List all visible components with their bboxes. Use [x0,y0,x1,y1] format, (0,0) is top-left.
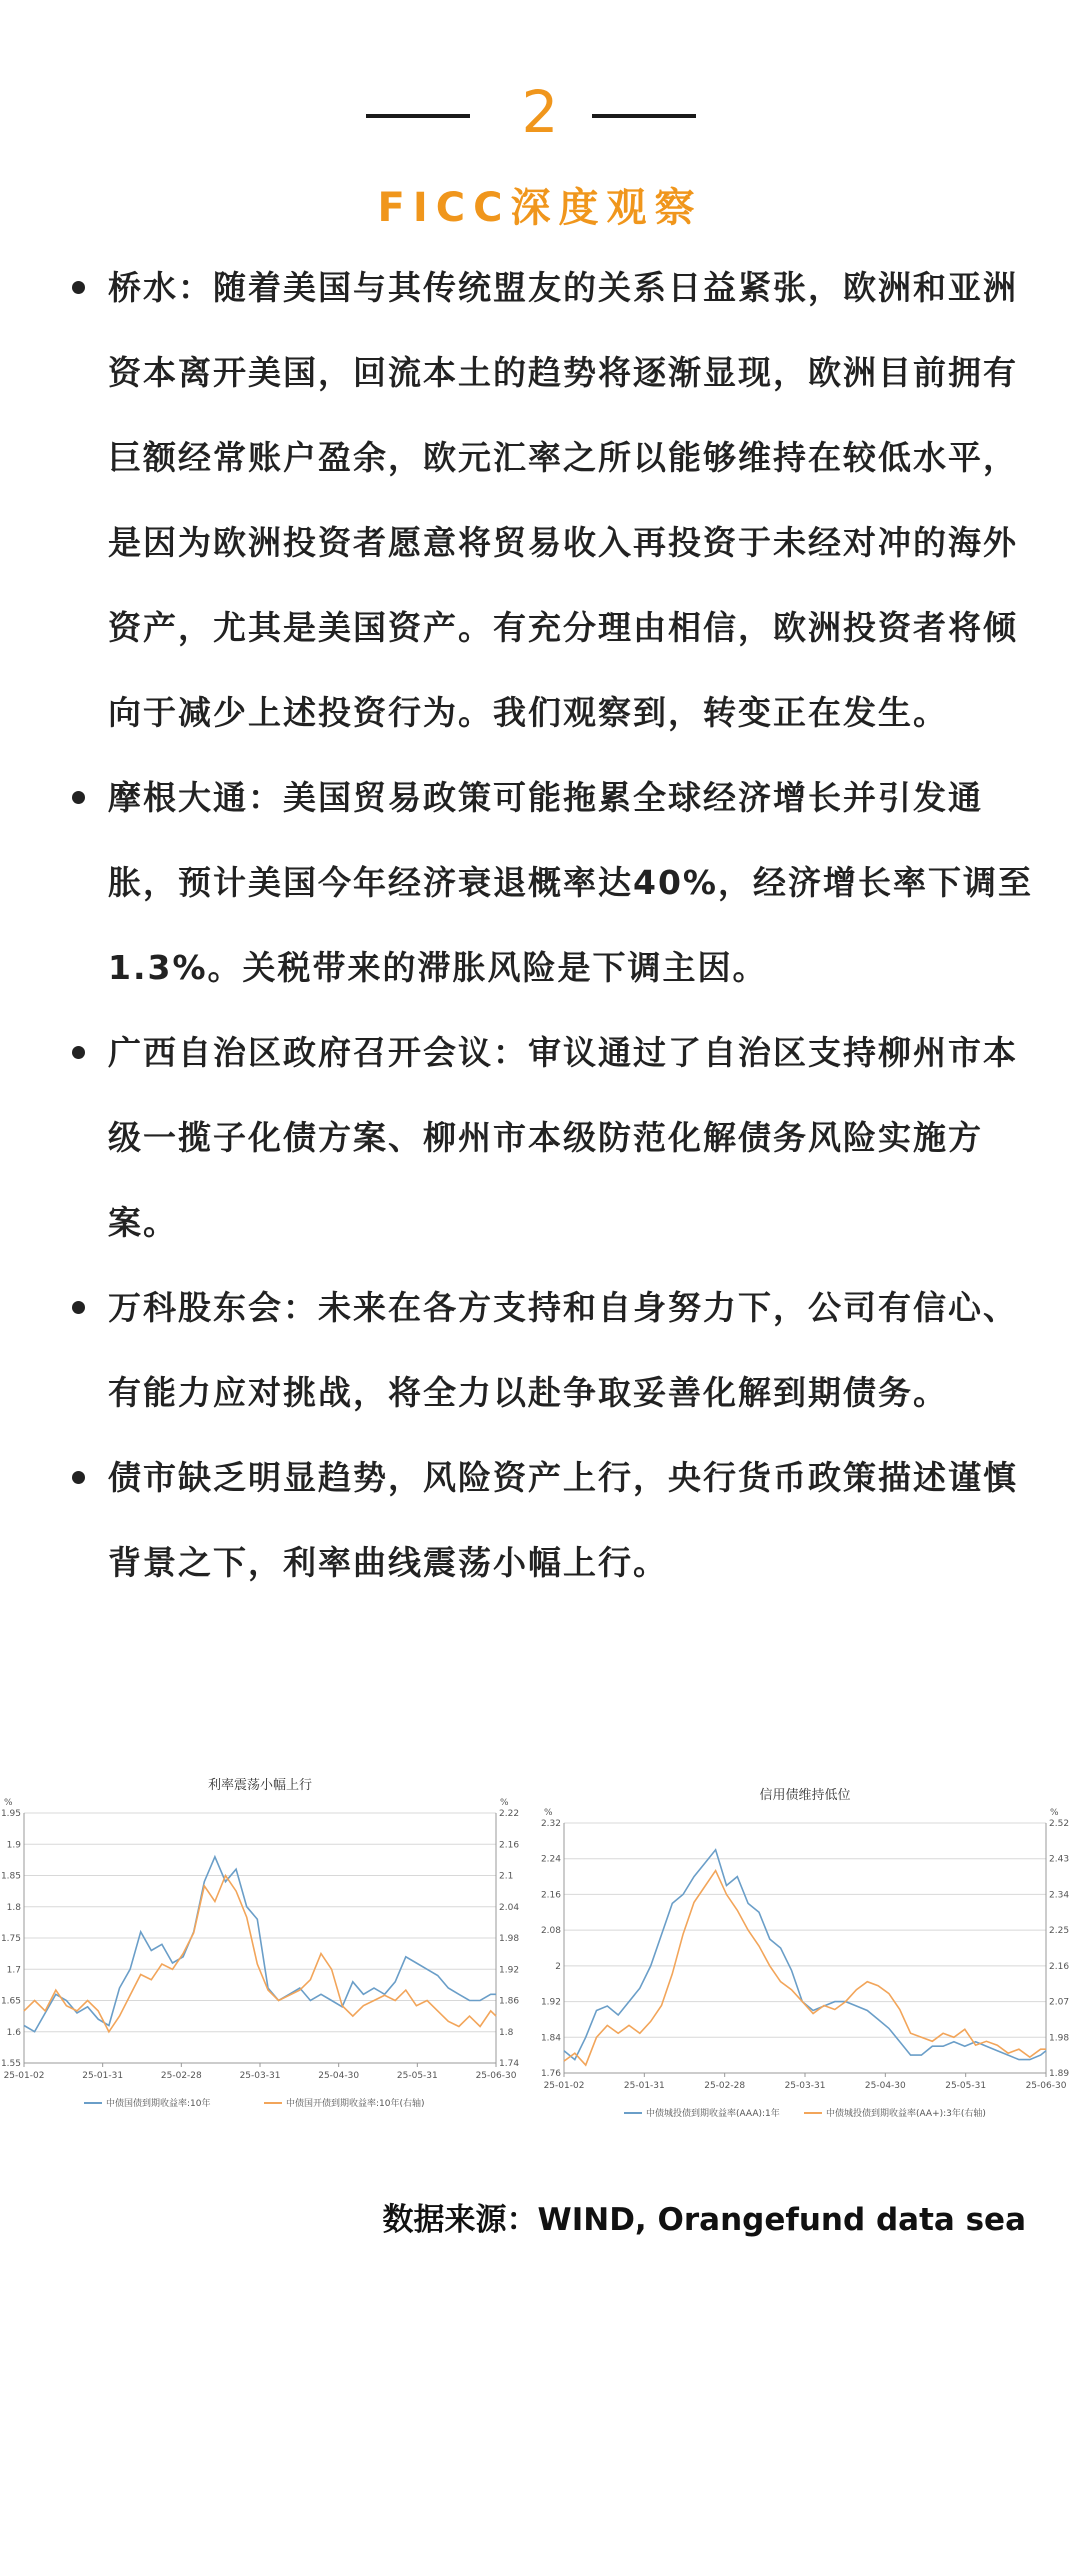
bullet-icon [72,791,85,804]
y-tick-right: 2.1 [499,1871,514,1882]
news-text: 桥水：随着美国与其传统盟友的关系日益紧张，欧洲和亚洲资本离开美国，回流本土的趋势将逐渐显现，欧洲目前拥有巨额经常账户盈余，欧元汇率之所以能够维持在较低水平，是因为欧洲投资者愿意将贸易收入再投资于未经对冲的海外资产，尤其是美国资产。有充分理由相信，欧洲投资者将倾向于减少上述投资行为。我们观察到，转变正在发生。 [108,268,1018,732]
y-tick-right: 2.16 [1049,1961,1070,1972]
news-text: 万科股东会：未来在各方支持和自身努力下，公司有信心、有能力应对挑战，将全力以赴争取妥善化解到期债务。 [108,1288,1018,1412]
y-tick-left: 2.24 [540,1854,561,1865]
x-tick-label: 25-02-28 [160,2071,202,2081]
y-tick-left: 2.08 [540,1926,561,1937]
y-tick-right: 1.98 [1049,2033,1070,2044]
y-tick-left: 1.95 [0,1809,21,1819]
y-tick-right: 2.16 [499,1840,520,1851]
x-tick-label: 25-04-30 [318,2071,360,2081]
chart-title: 信用债维持低位 [759,1788,851,1803]
legend-label: 中债城投债到期收益率(AAA):1年 [646,2109,780,2119]
series-line-2 [24,1876,496,2032]
y-unit-left: % [544,1808,553,1818]
news-item [64,245,1044,755]
section-number: 2 [521,78,559,146]
y-tick-left: 1.76 [540,2069,561,2079]
x-tick-label: 25-05-31 [396,2071,438,2081]
news-list [64,245,1044,1605]
y-tick-right: 1.86 [499,1996,520,2007]
y-unit-right: % [1050,1808,1059,1818]
y-unit-left: % [4,1798,13,1808]
x-tick-label: 25-01-02 [3,2071,45,2081]
y-tick-right: 2.34 [1049,1890,1070,1901]
x-tick-label: 25-01-31 [623,2081,665,2091]
x-tick-label: 25-03-31 [784,2081,826,2091]
y-tick-left: 1.8 [6,1902,21,1913]
chart-svg [0,1765,530,2125]
credit-chart [540,1775,1080,2135]
y-tick-left: 1.75 [0,1934,21,1944]
x-tick-label: 25-04-30 [864,2081,906,2091]
header-rule-right [592,114,696,118]
news-item [64,1435,1044,1605]
y-tick-left: 1.92 [540,1997,561,2008]
news-item [64,1010,1044,1265]
y-tick-left: 1.65 [0,1996,21,2007]
y-tick-right: 2.52 [1049,1819,1070,1829]
y-tick-left: 1.85 [0,1871,21,1882]
bullet-icon [72,1046,85,1059]
y-tick-right: 1.98 [499,1934,520,1944]
news-text: 债市缺乏明显趋势，风险资产上行，央行货币政策描述谨慎背景之下，利率曲线震荡小幅上行。 [108,1458,1018,1582]
legend-label: 中债城投债到期收益率(AA+):3年(右轴) [826,2109,986,2119]
series-line-1 [564,1850,1046,2060]
data-source: 数据来源：WIND, Orangefund data sea [382,2202,1026,2238]
x-tick-label: 25-01-31 [82,2071,124,2081]
section-title: FICC深度观察 [377,185,703,231]
y-tick-right: 2.22 [499,1809,520,1819]
news-text: 摩根大通：美国贸易政策可能拖累全球经济增长并引发通胀，预计美国今年经济衰退概率达40%，经济增长率下调至1.3%。关税带来的滞胀风险是下调主因。 [108,778,1033,987]
y-tick-right: 2.07 [1049,1997,1070,2008]
y-tick-right: 2.43 [1049,1854,1070,1865]
y-tick-right: 1.92 [499,1965,520,1976]
y-tick-right: 2.25 [1049,1926,1070,1937]
chart-title: 利率震荡小幅上行 [207,1778,313,1793]
y-tick-left: 2.16 [540,1890,561,1901]
x-tick-label: 25-02-28 [704,2081,746,2091]
y-tick-left: 1.6 [6,2027,21,2038]
bullet-icon [72,1301,85,1314]
legend-label: 中债国开债到期收益率:10年(右轴) [286,2099,425,2109]
y-tick-right: 1.8 [499,2027,514,2038]
y-tick-left: 1.84 [540,2033,561,2044]
y-tick-left: 1.7 [6,1965,21,1976]
y-tick-right: 1.74 [499,2059,520,2069]
x-tick-label: 25-06-30 [475,2071,517,2081]
news-item [64,1265,1044,1435]
section-header [0,62,1080,172]
x-tick-label: 25-01-02 [543,2081,585,2091]
series-line-1 [24,1857,496,2032]
y-unit-right: % [500,1798,509,1808]
x-tick-label: 25-06-30 [1025,2081,1067,2091]
news-item [64,755,1044,1010]
chart-svg [540,1775,1080,2135]
news-text: 广西自治区政府召开会议：审议通过了自治区支持柳州市本级一揽子化债方案、柳州市本级防范化解债务风险实施方案。 [108,1033,1018,1242]
y-tick-left: 1.9 [6,1840,21,1851]
x-tick-label: 25-05-31 [945,2081,987,2091]
bullet-icon [72,281,85,294]
legend-label: 中债国债到期收益率:10年 [106,2099,211,2109]
series-line-2 [564,1871,1046,2066]
y-tick-right: 2.04 [499,1902,520,1913]
y-tick-left: 2.32 [540,1819,561,1829]
y-tick-left: 1.55 [0,2059,21,2069]
y-tick-left: 2 [555,1961,561,1972]
bullet-icon [72,1471,85,1484]
y-tick-right: 1.89 [1049,2069,1070,2079]
x-tick-label: 25-03-31 [239,2071,281,2081]
rates-chart [0,1765,530,2125]
